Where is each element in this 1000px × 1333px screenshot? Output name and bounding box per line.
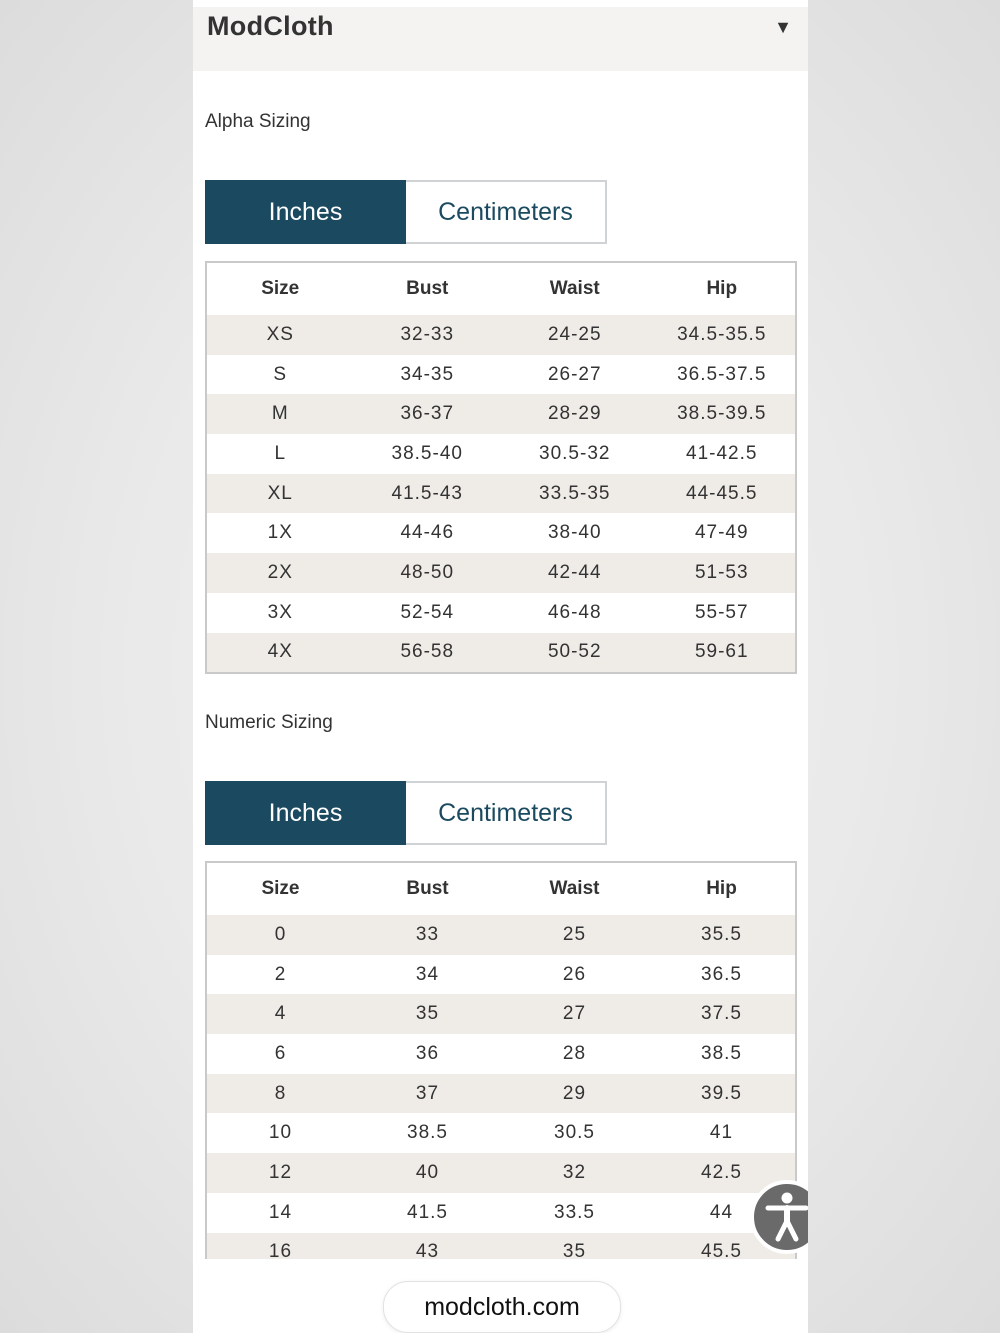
hip-cell: 38.5: [701, 1042, 742, 1064]
header-bust: Bust: [406, 278, 449, 299]
table-row: [206, 553, 796, 593]
hip-cell: 37.5: [648, 994, 795, 1034]
size-cell: 16: [207, 1233, 354, 1260]
hip-cell: 39.5: [648, 1074, 795, 1114]
table-row: [207, 1034, 795, 1074]
numeric-table-viewport[interactable]: [205, 861, 797, 1259]
alpha-sizing-title: Alpha Sizing: [205, 111, 311, 132]
bust-cell: 48-50: [354, 553, 502, 593]
table-row: [206, 315, 796, 355]
bust-cell: 36: [415, 1042, 440, 1064]
waist-cell: 30.5-32: [539, 442, 611, 464]
waist-cell: 26: [562, 963, 587, 985]
table-row: [206, 394, 796, 434]
size-cell: XS: [206, 315, 354, 355]
hip-cell: 35.5: [648, 915, 795, 955]
accessibility-icon: [754, 1184, 808, 1250]
waist-cell: 46-48: [547, 601, 602, 623]
bust-cell: 32-33: [354, 315, 502, 355]
hip-cell: 47-49: [694, 522, 749, 544]
waist-cell: 35: [501, 1233, 648, 1260]
size-cell: 6: [274, 1042, 287, 1064]
hip-cell: 41-42.5: [686, 442, 758, 464]
header-waist: Waist: [549, 278, 600, 299]
hip-cell: 55-57: [694, 601, 749, 623]
hip-cell: 59-61: [649, 633, 797, 674]
waist-cell: 24-25: [501, 315, 649, 355]
size-cell: 1X: [267, 522, 293, 544]
size-cell: 4X: [206, 633, 354, 674]
numeric-sizing-title: Numeric Sizing: [205, 712, 333, 733]
hip-cell: 41: [709, 1122, 734, 1144]
size-cell: 4: [207, 994, 354, 1034]
size-cell: 2X: [206, 553, 354, 593]
hip-cell: 42.5: [648, 1153, 795, 1193]
size-cell: S: [273, 363, 288, 385]
dropdown-caret-icon[interactable]: ▼: [774, 17, 792, 37]
bust-cell: 41.5-43: [354, 474, 502, 514]
bust-cell: 44-46: [400, 522, 455, 544]
hip-cell: 44-45.5: [649, 474, 797, 514]
header-hip: Hip: [706, 878, 737, 899]
table-row: [206, 355, 796, 395]
bust-cell: 34-35: [400, 363, 455, 385]
bust-cell: 34: [415, 963, 440, 985]
hip-cell: 44: [709, 1201, 734, 1223]
bust-cell: 38.5: [407, 1122, 448, 1144]
waist-cell: 29: [501, 1074, 648, 1114]
table-row: [207, 1153, 795, 1193]
table-row: [206, 434, 796, 474]
waist-cell: 50-52: [501, 633, 649, 674]
table-row: [207, 955, 795, 995]
bust-cell: 43: [354, 1233, 501, 1260]
waist-cell: 27: [501, 994, 648, 1034]
hip-cell: 38.5-39.5: [649, 394, 797, 434]
bust-cell: 56-58: [354, 633, 502, 674]
table-row: [207, 1113, 795, 1153]
tab-inches[interactable]: Inches: [205, 180, 406, 244]
waist-cell: 25: [501, 915, 648, 955]
tab-inches[interactable]: Inches: [205, 781, 406, 845]
waist-cell: 42-44: [501, 553, 649, 593]
size-chart-panel: [193, 0, 808, 1333]
table-row: [206, 593, 796, 633]
table-row: [207, 1193, 795, 1233]
waist-cell: 33.5-35: [501, 474, 649, 514]
brand-header[interactable]: [193, 7, 808, 71]
size-cell: 3X: [267, 601, 293, 623]
size-cell: M: [206, 394, 354, 434]
tab-centimeters[interactable]: Centimeters: [406, 180, 607, 244]
hip-cell: 34.5-35.5: [649, 315, 797, 355]
table-row: [206, 513, 796, 553]
waist-cell: 30.5: [554, 1122, 595, 1144]
header-hip: Hip: [706, 278, 738, 299]
bust-cell: 40: [354, 1153, 501, 1193]
numeric-unit-tabs: [205, 781, 607, 845]
hip-cell: 51-53: [649, 553, 797, 593]
bust-cell: 41.5: [407, 1201, 448, 1223]
bust-cell: 36-37: [354, 394, 502, 434]
bust-cell: 33: [354, 915, 501, 955]
table-row: [206, 633, 796, 674]
waist-cell: 33.5: [554, 1201, 595, 1223]
alpha-size-table: [205, 261, 797, 674]
table-row: [207, 1233, 795, 1260]
hip-cell: 36.5: [701, 963, 742, 985]
table-header-row: [206, 262, 796, 315]
header-waist: Waist: [549, 878, 600, 899]
size-cell: 12: [207, 1153, 354, 1193]
waist-cell: 28: [562, 1042, 587, 1064]
bust-cell: 35: [354, 994, 501, 1034]
table-row: [207, 994, 795, 1034]
table-row: [206, 474, 796, 514]
waist-cell: 26-27: [547, 363, 602, 385]
size-cell: XL: [206, 474, 354, 514]
table-header-row: [207, 863, 795, 915]
size-cell: L: [274, 442, 287, 464]
waist-cell: 32: [501, 1153, 648, 1193]
numeric-size-table: [207, 863, 795, 1259]
bust-cell: 52-54: [400, 601, 455, 623]
header-bust: Bust: [406, 878, 449, 899]
url-pill[interactable]: modcloth.com: [383, 1281, 621, 1333]
accessibility-button[interactable]: [750, 1180, 808, 1254]
size-cell: 14: [268, 1201, 293, 1223]
bust-cell: 37: [354, 1074, 501, 1114]
size-cell: 0: [207, 915, 354, 955]
table-row: [207, 1074, 795, 1114]
hip-cell: 36.5-37.5: [677, 363, 767, 385]
size-cell: 8: [207, 1074, 354, 1114]
brand-name: ModCloth: [207, 11, 334, 41]
header-size: Size: [261, 278, 300, 299]
size-cell: 2: [274, 963, 287, 985]
waist-cell: 28-29: [501, 394, 649, 434]
bust-cell: 38.5-40: [391, 442, 463, 464]
header-size: Size: [261, 878, 300, 899]
waist-cell: 38-40: [547, 522, 602, 544]
alpha-unit-tabs: [205, 180, 607, 244]
hip-cell: 45.5: [648, 1233, 795, 1260]
size-cell: 10: [268, 1122, 293, 1144]
table-row: [207, 915, 795, 955]
tab-centimeters[interactable]: Centimeters: [406, 781, 607, 845]
